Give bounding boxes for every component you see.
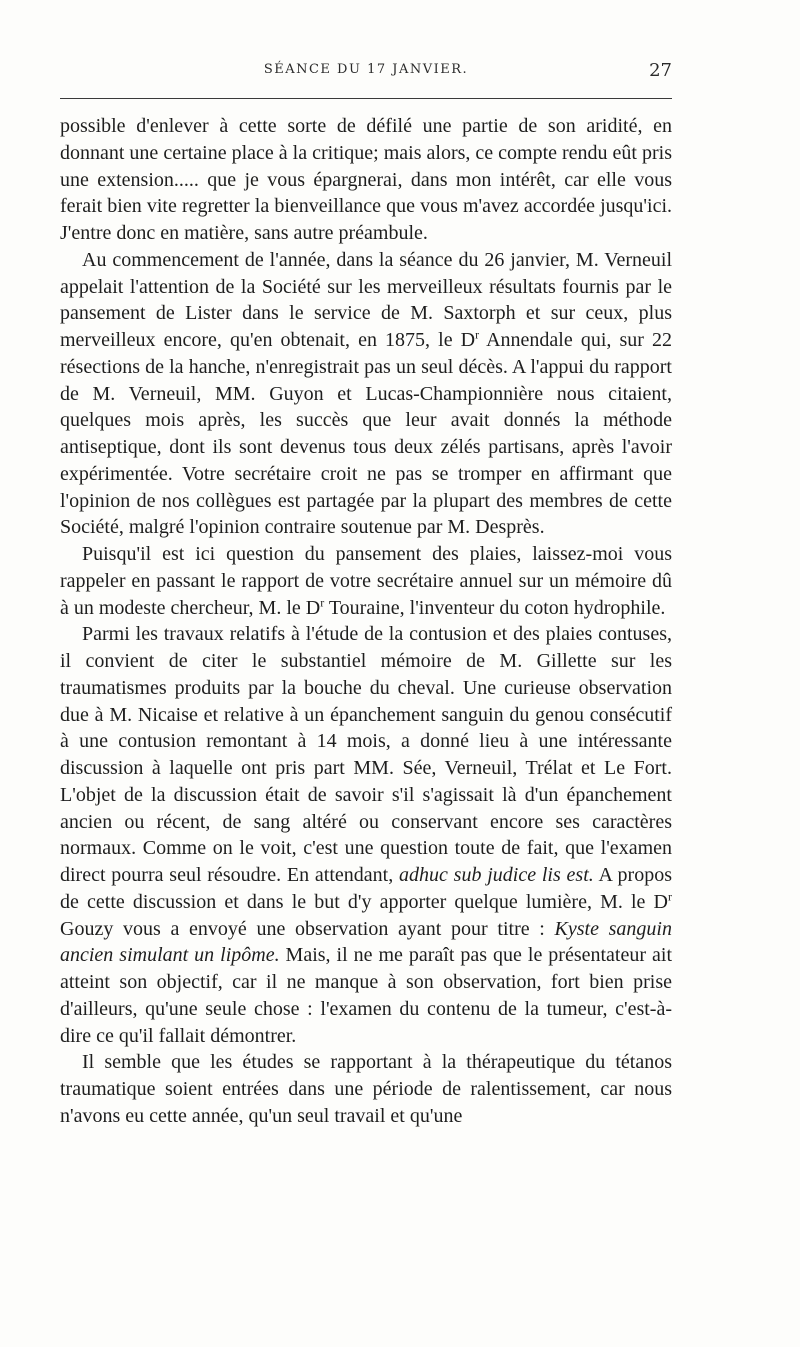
paragraph-1 [60,113,672,247]
paragraph-5 [60,1049,672,1129]
header-rule [60,98,672,99]
paragraph-3-text-b: Touraine, l'inventeur du coton hydrophile. [324,596,666,619]
paragraph-4 [60,621,672,1049]
paragraph-4-text-a: Parmi les travaux relatifs à l'étude de la contusion et des plaies contuses, il convient de citer le substantiel mémoire de M. Gillette sur les traumatismes produits par la bouche du cheval. Une curieuse observation due à M. Nicaise et relative à un épanchement sanguin du genou consécutif à une contusion remontant à 14 mois, a donné lieu à une intéressante discussion à laquelle ont pris part MM. Sée, Verneuil, Trélat et Le Fort. L'objet de la discussion était de savoir s'il s'agissait là d'un épanchement ancien ou récent, de sang altéré ou conservant encore ses caractères normaux. Comme on le voit, c'est une question toute de fait, que l'examen direct pourra seul résoudre. En attendant, [60,623,672,886]
paragraph-2-text-b: Annendale qui, sur 22 résections de la hanche, n'enregistrait pas un seul décès. A l'appui du rapport de M. Verneuil, MM. Guyon et Lucas-Championnière nous citaient, quelques mois après, les succès que leur avait donnés la méthode antiseptique, dont ils sont devenus tous deux zélés partisans, après l'avoir expérimentée. Votre secrétaire croit ne pas se tromper en affirmant que l'opinion de nos collègues est partagée par la plupart des membres de cette Société, malgré l'opinion contraire soutenue par M. Desprès. [60,329,673,539]
page-number: 27 [649,60,672,81]
paragraph-3-text-a: Puisqu'il est ici question du pansement des plaies, laissez-moi vous rappeler en passant le rapport de votre secrétaire annuel sur un mémoire dû à un modeste chercheur, M. le D [60,543,672,619]
paragraph-2-text-a: Au commencement de l'année, dans la séance du 26 janvier, M. Verneuil appelait l'attention de la Société sur les merveilleux résultats fournis par le pansement de Lister dans le service de M. Saxtorph et sur ceux, plus merveilleux encore, qu'en obtenait, en 1875, le D [60,248,672,351]
paragraph-3 [60,541,672,621]
doctor-abbrev-sup: r [668,889,672,904]
running-head [60,60,672,86]
paragraph-4-text-b: A propos de cette discussion et dans le but d'y apporter quelque lumière, M. le D [60,864,673,913]
paragraph-5-text: Il semble que les études se rapportant à la thérapeutique du tétanos traumatique soient entrées dans une période de ralentissement, car nous n'avons eu cette année, qu'un seul travail et qu'une [60,1051,672,1127]
observation-title: Kyste sanguin ancien simulant un lipôme. [60,917,672,967]
latin-phrase: adhuc sub judice lis est. [399,864,594,886]
doctor-abbrev-sup: r [475,327,480,342]
paragraph-4-text-d: Mais, il ne me paraît pas que le présentateur ait atteint son objectif, car il ne manque à son observation, fort bien prise d'ailleurs, qu'une seule chose : l'examen du contenu de la tumeur, c'est-à-dire ce qu'il fallait démontrer. [60,944,672,1047]
paragraph-2 [60,247,672,541]
paragraph-1-text: possible d'enlever à cette sorte de défilé une partie de son aridité, en donnant une certaine place à la critique; mais alors, ce compte rendu eût pris une extension..... que je vous épargnerai, dans mon intérêt, car elle vous ferait bien vite regretter la bienveillance que vous m'avez accordée jusqu'ici. J'entre donc en matière, sans autre préambule. [60,115,672,244]
doctor-abbrev-sup: r [320,594,325,609]
body-text [60,113,672,1130]
paragraph-4-text-c: Gouzy vous a envoyé une observation ayant pour titre : [60,917,555,940]
running-title: SÉANCE DU 17 JANVIER. [263,62,469,77]
